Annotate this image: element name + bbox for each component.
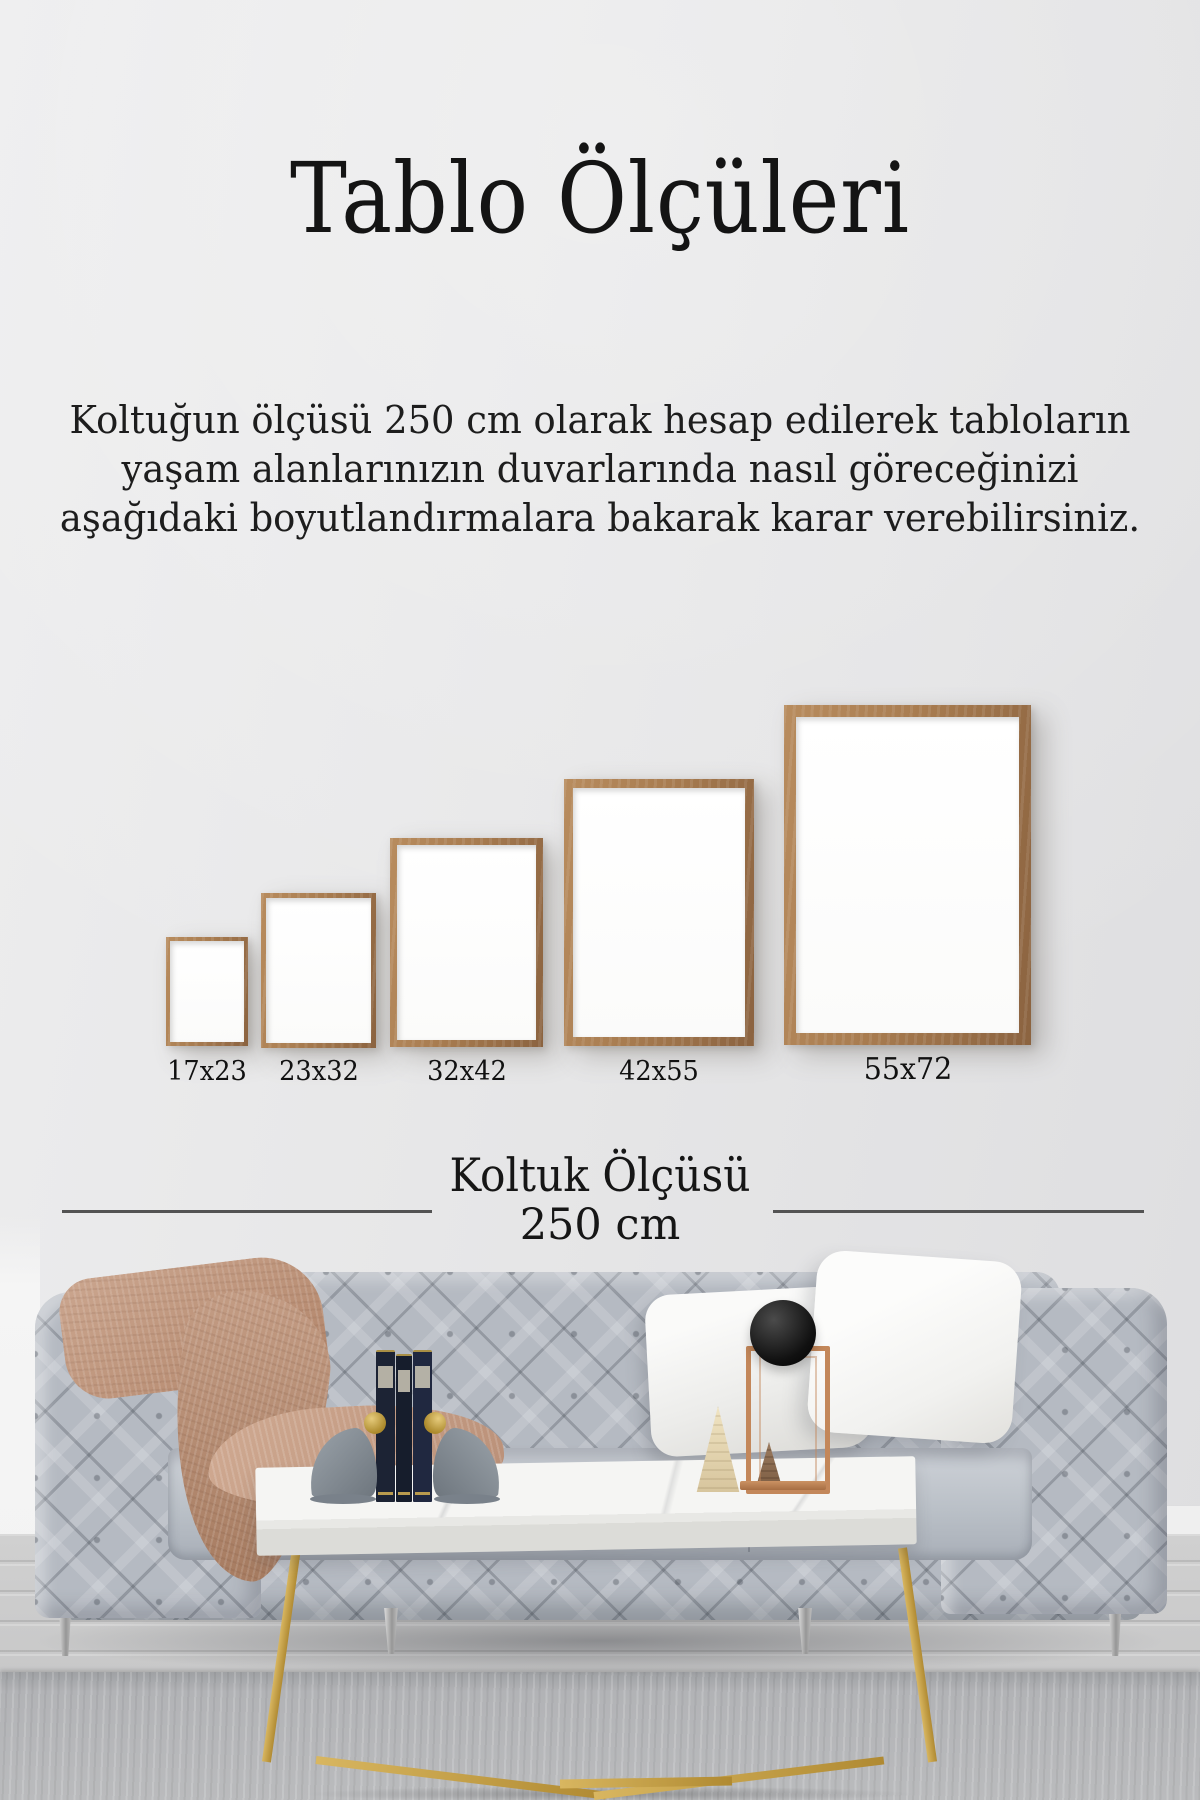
divider-line-right (773, 1210, 1144, 1213)
picture-frame-23x32 (261, 893, 376, 1048)
description-line-1: Koltuğun ölçüsü 250 cm olarak hesap edilerek tabloların (69, 398, 1131, 442)
frame-mat (573, 788, 745, 1037)
bookend-gold-ball (364, 1412, 386, 1434)
sofa-measure-value: 250 cm (519, 1200, 681, 1250)
book-spine (396, 1354, 412, 1502)
picture-frame-42x55 (564, 779, 754, 1046)
bookend-gold-ball (424, 1412, 446, 1434)
frame-size-label: 42x55 (619, 1056, 699, 1087)
whale-bookend (306, 1416, 382, 1504)
copper-lantern-base (740, 1481, 826, 1490)
bookend-base (310, 1494, 376, 1504)
page-title: Tablo Ölçüleri (290, 142, 910, 255)
frame-mat (266, 898, 371, 1043)
description-line-3: aşağıdaki boyutlandırmalara bakarak karar verebilirsiniz. (59, 496, 1141, 540)
bookend-base (434, 1494, 500, 1504)
bookend-body (303, 1426, 380, 1505)
frame-size-label: 55x72 (863, 1052, 953, 1087)
wall-corner-panel (0, 1215, 40, 1580)
picture-frame-17x23 (166, 937, 248, 1046)
bookend-body (429, 1426, 506, 1505)
white-pillow (806, 1249, 1023, 1445)
description-paragraph (18, 396, 1182, 543)
frame-mat (170, 941, 244, 1042)
frame-size-label: 23x32 (279, 1056, 359, 1087)
divider-line-left (62, 1210, 432, 1213)
picture-frame-55x72 (784, 705, 1031, 1045)
sofa-measure-label: Koltuk Ölçüsü (449, 1148, 751, 1202)
whale-bookend (428, 1416, 504, 1504)
picture-frame-32x42 (390, 838, 543, 1047)
frame-size-label: 17x23 (167, 1056, 247, 1087)
frame-mat (796, 717, 1019, 1033)
black-sphere-decor (750, 1300, 816, 1366)
description-line-2: yaşam alanlarınızın duvarlarında nasıl göreceğinizi (121, 447, 1079, 491)
copper-lantern-stand (746, 1346, 830, 1494)
sofa-floor-shadow (28, 1612, 1172, 1676)
frame-size-label: 32x42 (427, 1056, 507, 1087)
frame-mat (397, 845, 536, 1040)
